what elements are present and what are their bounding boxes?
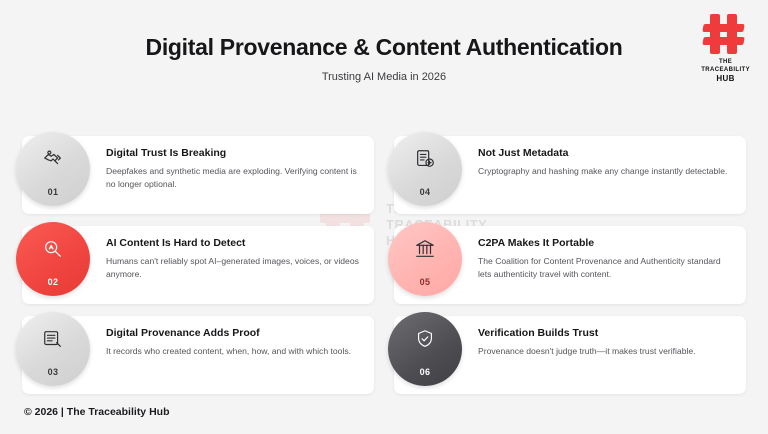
badge-number: 02 (47, 277, 59, 287)
card-description: Humans can't reliably spot AI–generated images, voices, or videos anymore. (106, 256, 359, 280)
card-title: AI Content Is Hard to Detect (106, 237, 246, 249)
provenance-ledger-icon (38, 324, 68, 354)
card-title: Verification Builds Trust (478, 327, 599, 339)
card-item[interactable] (394, 136, 746, 214)
header (0, 34, 768, 83)
badge-number: 01 (47, 187, 59, 197)
card-description: Provenance doesn't judge truth—it makes trust verifiable. (478, 346, 696, 356)
card-item[interactable] (394, 226, 746, 304)
card-title: C2PA Makes It Portable (478, 237, 595, 249)
logo-line3: HUB (716, 74, 735, 84)
card-item[interactable] (22, 226, 374, 304)
card-title: Not Just Metadata (478, 147, 569, 159)
logo-line2: TRACEABILITY (701, 67, 750, 74)
page-title: Digital Provenance & Content Authentication (145, 34, 623, 60)
card-title: Digital Provenance Adds Proof (106, 327, 260, 339)
cards-grid (22, 136, 746, 394)
standards-pillar-icon (410, 234, 440, 264)
badge-number: 06 (419, 367, 431, 377)
card-title: Digital Trust Is Breaking (106, 147, 227, 159)
badge-number: 04 (419, 187, 431, 197)
document-hash-icon (410, 144, 440, 174)
logo-line1: THE (718, 59, 733, 65)
badge-06 (388, 312, 462, 386)
broken-trust-handshake-icon (38, 144, 68, 174)
card-description: Cryptography and hashing make any change instantly detectable. (478, 166, 728, 176)
verified-badge-icon (410, 324, 440, 354)
ai-detection-magnifier-icon (38, 234, 68, 264)
badge-05 (388, 222, 462, 296)
card-description: The Coalition for Content Provenance and Authenticity standard lets authenticity travel with content. (478, 256, 721, 280)
badge-02 (16, 222, 90, 296)
card-item[interactable] (22, 136, 374, 214)
card-item[interactable] (22, 316, 374, 394)
badge-03 (16, 312, 90, 386)
badge-number: 05 (419, 277, 431, 287)
card-description: It records who created content, when, how, and with which tools. (106, 346, 352, 356)
footer-copyright: © 2026 | The Traceability Hub (24, 406, 170, 418)
badge-04 (388, 132, 462, 206)
page-subtitle: Trusting AI Media in 2026 (321, 71, 447, 83)
badge-01 (16, 132, 90, 206)
card-description: Deepfakes and synthetic media are exploding. Verifying content is no longer optional. (106, 166, 357, 190)
badge-number: 03 (47, 367, 59, 377)
card-item[interactable] (394, 316, 746, 394)
